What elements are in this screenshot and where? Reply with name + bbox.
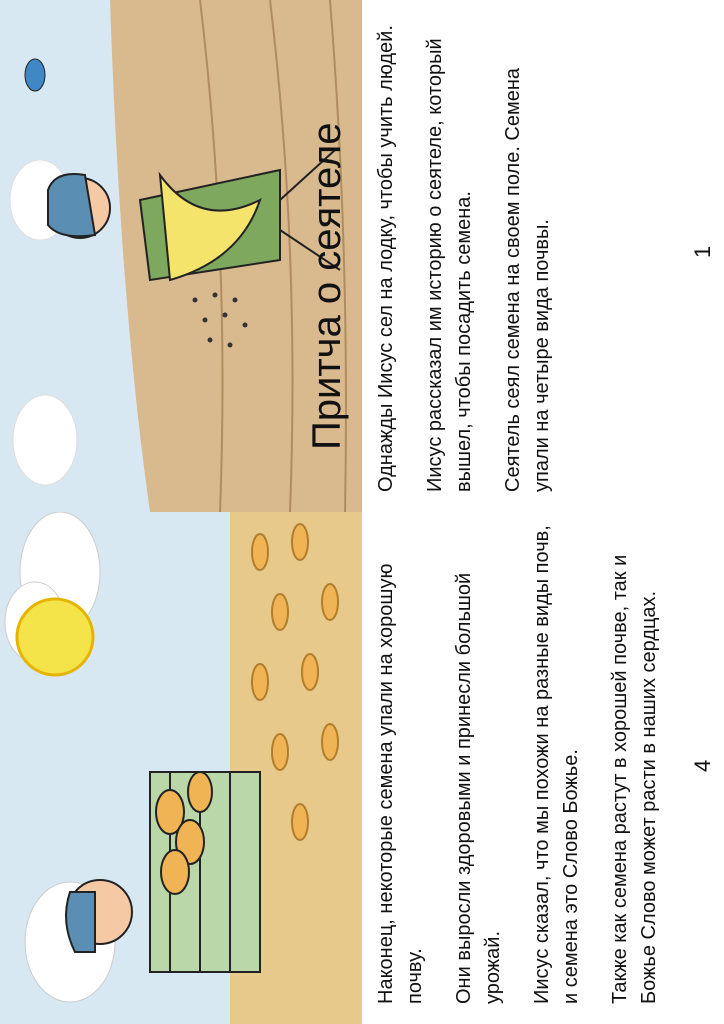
left-page-text	[372, 524, 684, 1004]
paragraph-1: Однажды Иисус сел на лодку, чтобы учить людей.	[375, 25, 397, 492]
page-number: 1	[690, 245, 715, 258]
right-page-text	[372, 12, 577, 492]
paragraph-2: Они выросли здоровыми и принесли большой урожай.	[453, 572, 504, 1004]
paragraph-3: Сеятель сеял семена на своем поле. Семена упали на четыре вида почвы.	[502, 67, 553, 492]
page-title: Притча о сеятеле	[305, 122, 349, 450]
harvest-illustration	[0, 512, 362, 1024]
paragraph-3: Иисус сказал, что мы похожи на разные виды почв, и семена это Слово Божье.	[531, 525, 582, 1004]
paragraph-2: Иисус рассказал им историю о сеятеле, который вышел, чтобы посадить семена.	[424, 38, 475, 492]
sun-icon	[17, 599, 93, 675]
bird-icon	[25, 59, 45, 91]
paragraph-4: Также как семена растут в хорошей почве, так и Божье Слово может расти в наших сердцах.	[609, 554, 660, 1004]
page-number: 4	[690, 759, 715, 772]
paragraph-1: Наконец, некоторые семена упали на хорошую почву.	[375, 563, 426, 1004]
